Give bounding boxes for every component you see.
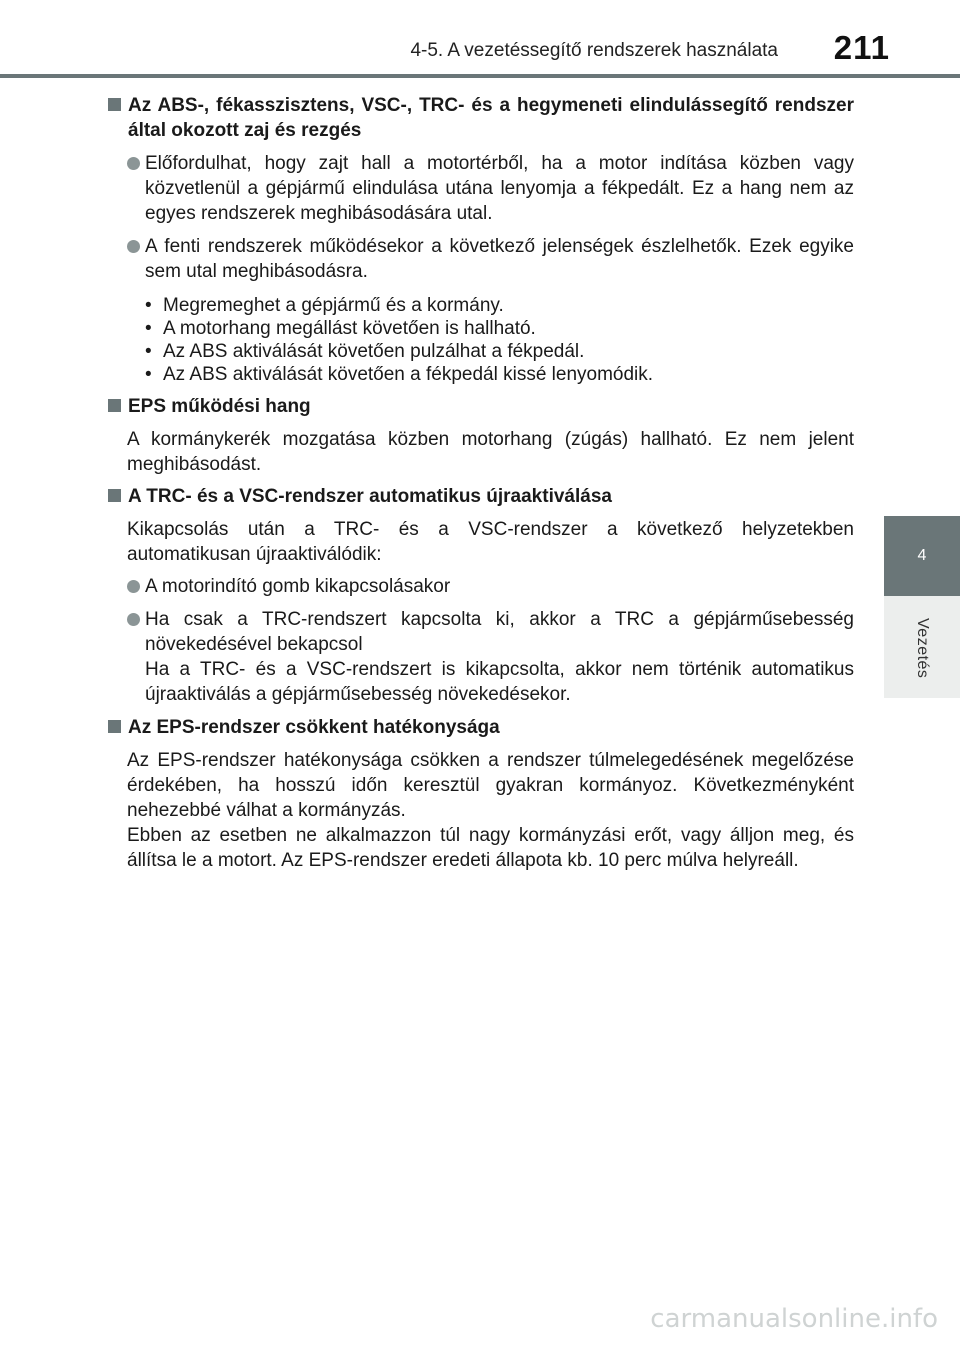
list-item: • Megremeghet a gépjármű és a kormány. <box>145 295 504 316</box>
list-item-text-continued: Ha a TRC- és a VSC-rendszert is kikapcsolta, akkor nem történik automatikus újraaktiválás a gépjárműsebesség növekedésekor. <box>145 659 854 705</box>
section-heading <box>106 394 854 419</box>
square-bullet-icon <box>108 98 121 111</box>
paragraph-text: Az EPS-rendszer hatékonysága csökken a rendszer túlmelegedésének megelőzése érdekében, ha hosszú időn keresztül gyakran kormányoz. Következményként nehezebbé válhat a kormányzás. <box>127 750 854 821</box>
paragraph <box>106 748 854 873</box>
paragraph: Kikapcsolás után a TRC- és a VSC-rendszer a következő helyzetekben automatikusan újraaktiválódik: <box>127 519 854 565</box>
chapter-tab <box>884 516 960 596</box>
paragraph: A kormánykerék mozgatása közben motorhang (zúgás) hallható. Ez nem jelent meghibásodást. <box>127 429 854 475</box>
circle-bullet-icon <box>127 580 140 593</box>
header-divider <box>0 74 960 78</box>
circle-bullet-icon <box>127 613 140 626</box>
list-item-text: A motorindító gomb kikapcsolásakor <box>145 576 451 597</box>
circle-bullet-icon <box>127 240 140 253</box>
list-item-text: Az ABS aktiválását követően a fékpedál kissé lenyomódik. <box>163 364 654 385</box>
list-item <box>106 574 854 599</box>
chapter-number: 4 <box>917 547 927 564</box>
list-item: • A motorhang megállást követően is hallható. <box>145 318 536 339</box>
section-heading-text: EPS működési hang <box>128 396 311 417</box>
section-heading-text: Az ABS-, fékasszisztens, VSC-, TRC- és a hegymeneti elindulássegítő rendszer által okozott zaj és rezgés <box>128 95 854 141</box>
chapter-label: Vezetés <box>914 617 931 679</box>
list-item-text: Az ABS aktiválását követően pulzálhat a fékpedál. <box>163 341 585 362</box>
list-item-text: A motorhang megállást követően is hallható. <box>163 318 536 339</box>
section-heading <box>106 715 854 740</box>
square-bullet-icon <box>108 720 121 733</box>
circle-bullet-icon <box>127 157 140 170</box>
list-item-text: Megremeghet a gépjármű és a kormány. <box>163 295 504 316</box>
symptom-list <box>106 294 854 386</box>
watermark-text: carmanualsonline.info <box>650 1304 938 1334</box>
list-item <box>106 151 854 226</box>
list-item: • Az ABS aktiválását követően pulzálhat a fékpedál. <box>145 341 585 362</box>
list-item <box>106 607 854 707</box>
list-item-text: Előfordulhat, hogy zajt hall a motortérből, ha a motor indítása közben vagy közvetlenül a gépjármű elindulása utána lenyomja a fékpedált. Ez a hang nem az egyes rendszerek meghibásodására utal. <box>145 153 854 224</box>
list-item: • Az ABS aktiválását követően a fékpedál kissé lenyomódik. <box>145 364 654 385</box>
list-item-text: A fenti rendszerek működésekor a következő jelenségek észlelhetők. Ezek egyike sem utal meghibásodásra. <box>145 236 854 282</box>
square-bullet-icon <box>108 399 121 412</box>
square-bullet-icon <box>108 489 121 502</box>
section-title: 4-5. A vezetéssegítő rendszerek használata <box>410 40 778 61</box>
paragraph-text: Ebben az esetben ne alkalmazzon túl nagy kormányzási erőt, vagy álljon meg, és állítsa le a motort. Az EPS-rendszer eredeti állapota kb. 10 perc múlva helyreáll. <box>127 825 854 871</box>
page-number: 211 <box>833 29 890 66</box>
list-item-text: Ha csak a TRC-rendszert kapcsolta ki, akkor a TRC a gépjárműsebesség növekedésével bekapcsol <box>145 609 854 655</box>
page-content <box>106 93 854 880</box>
list-item <box>106 234 854 284</box>
section-heading-text: Az EPS-rendszer csökkent hatékonysága <box>128 717 500 738</box>
section-heading-text: A TRC- és a VSC-rendszer automatikus újraaktiválása <box>128 486 612 507</box>
section-heading <box>106 93 854 143</box>
section-heading <box>106 484 854 509</box>
